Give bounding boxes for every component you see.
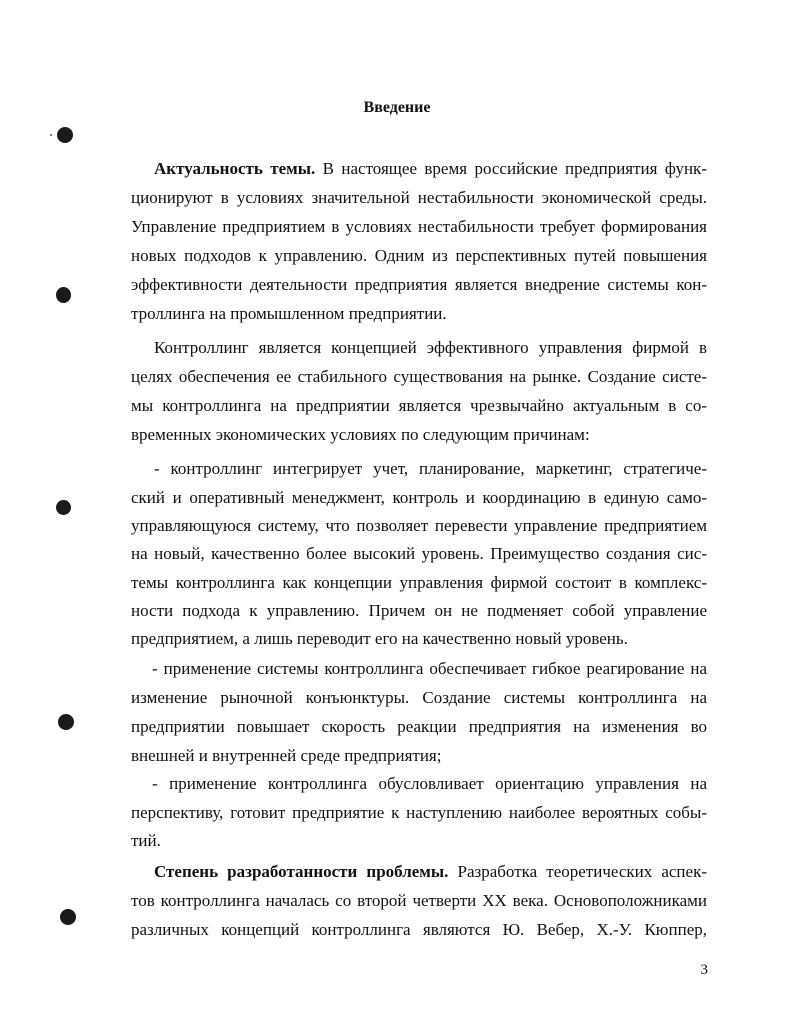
text-line: тий. (131, 831, 161, 850)
punch-hole-mark (60, 909, 76, 925)
text-line: эффективности деятельности предприятия является внедрение системы кон- (131, 275, 707, 294)
text-line: ционируют в условиях значительной нестабильности экономической среды. (131, 188, 707, 207)
punch-hole-mark (56, 287, 71, 303)
text-line: - применение системы контроллинга обеспечивает гибкое реагирование на (152, 659, 707, 678)
text-line: на новый, качественно более высокий уровень. Преимущество создания сис- (131, 544, 707, 563)
text-line: внешней и внутренней среде предприятия; (131, 746, 442, 765)
text-line: тов контроллинга началась со второй четверти XX века. Основоположниками (131, 891, 707, 910)
scan-speck (50, 134, 52, 136)
text-line: новых подходов к управлению. Одним из перспективных путей повышения (131, 246, 707, 265)
text-line: темы контроллинга как концепции управления фирмой состоит в комплекс- (131, 573, 707, 592)
text-line: Степень разработанности проблемы. Разработка теоретических аспек- (154, 862, 707, 881)
text-line: Актуальность темы. В настоящее время российские предприятия функ- (154, 159, 707, 178)
punch-hole-mark (58, 714, 74, 730)
text-line: ский и оперативный менеджмент, контроль и координацию в единую само- (131, 488, 707, 507)
section-heading-relevance: Актуальность темы. (154, 159, 316, 178)
text-line: ности подхода к управлению. Причем он не подменяет собой управление (131, 601, 707, 620)
text-line: троллинга на промышленном предприятии. (131, 304, 447, 323)
text-line: изменение рыночной конъюнктуры. Создание системы контроллинга на (131, 688, 707, 707)
section-heading-development: Степень разработанности проблемы. (154, 862, 449, 881)
text-line: предприятии повышает скорость реакции предприятия на изменения во (131, 717, 707, 736)
text-line: различных концепций контроллинга являются Ю. Вебер, Х.-У. Кюппер, (131, 920, 707, 939)
text-line: - контроллинг интегрирует учет, планирование, маркетинг, стратегиче- (154, 459, 707, 478)
punch-hole-mark (57, 127, 73, 143)
text-line: мы контроллинга на предприятии является чрезвычайно актуальным в со- (131, 396, 707, 415)
page-number: 3 (700, 962, 708, 978)
punch-hole-mark (56, 500, 71, 515)
text-line: целях обеспечения ее стабильного существования на рынке. Создание систе- (131, 367, 707, 386)
text-line: перспективу, готовит предприятие к наступлению наиболее вероятных собы- (131, 803, 707, 822)
text-line: - применение контроллинга обусловливает ориентацию управления на (152, 774, 707, 793)
text-line: временных экономических условиях по следующим причинам: (131, 425, 590, 444)
text-line: управляющуюся систему, что позволяет перевести управление предприятием (131, 516, 707, 535)
page-title: Введение (363, 99, 431, 116)
text-line: Контроллинг является концепцией эффективного управления фирмой в (154, 338, 707, 357)
text-line: предприятием, а лишь переводит его на качественно новый уровень. (131, 629, 628, 648)
text-line: Управление предприятием в условиях нестабильности требует формирования (131, 217, 707, 236)
